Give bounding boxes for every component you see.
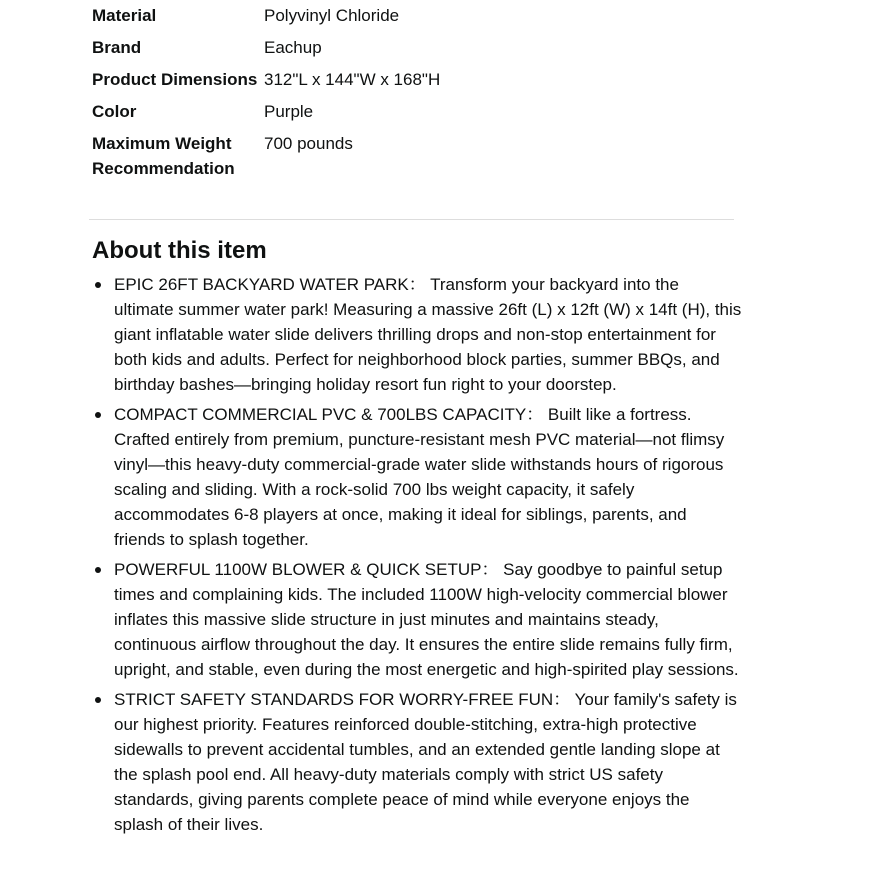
bullet-icon	[95, 282, 101, 288]
bullet-icon	[95, 697, 101, 703]
spec-label: Color	[92, 102, 137, 121]
spec-label: Material	[92, 6, 157, 25]
bullet-text: EPIC 26FT BACKYARD WATER PARK： Transform your backyard into the ultimate summer water park! Measuring a massive 26ft (L) x 12ft (W) x 14ft (H), this giant inflatable water slide delivers thrilling drops and non-stop entertainment for both kids and adults. Perfect for neighborhood block parties, summer BBQs, and birthday bashes—bringing holiday resort fun right to your doorstep.	[114, 275, 742, 394]
spec-value: Purple	[264, 102, 314, 121]
bullet-text: STRICT SAFETY STANDARDS FOR WORRY-FREE FUN： Your family's safety is our highest priority. Features reinforced double-stitching, extra-high protective sidewalls to prevent accidental tumbles, and an extended gentle landing slope at the splash pool end. All heavy-duty materials comply with strict US safety standards, giving parents complete peace of mind while everyone enjoys the splash of their lives.	[114, 690, 737, 834]
bullet-icon	[95, 567, 101, 573]
list-item	[92, 557, 742, 682]
about-this-item-heading: About this item	[92, 237, 267, 264]
spec-row-color	[92, 99, 734, 124]
spec-value: Polyvinyl Chloride	[264, 6, 400, 25]
spec-value: 312"L x 144"W x 168"H	[264, 70, 441, 89]
spec-row-max-weight	[92, 131, 734, 181]
spec-label: Brand	[92, 38, 142, 57]
bullet-text: POWERFUL 1100W BLOWER & QUICK SETUP： Say goodbye to painful setup times and complaining kids. The included 1100W high-velocity commercial blower inflates this massive slide structure in just minutes and maintains steady, continuous airflow throughout the day. It ensures the entire slide remains fully firm, upright, and stable, even during the most energetic and high-spirited play sessions.	[114, 560, 739, 679]
feature-bullet-list	[92, 272, 742, 842]
bullet-text: COMPACT COMMERCIAL PVC & 700LBS CAPACITY： Built like a fortress. Crafted entirely from premium, puncture-resistant mesh PVC material—not flimsy vinyl—this heavy-duty commercial-grade water slide withstands hours of rigorous scaling and sliding. With a rock-solid 700 lbs weight capacity, it safely accommodates 6-8 players at once, making it ideal for siblings, parents, and friends to splash together.	[114, 405, 725, 549]
spec-row-brand	[92, 35, 734, 60]
list-item	[92, 687, 742, 837]
spec-value: Eachup	[264, 38, 322, 57]
spec-value: 700 pounds	[264, 134, 353, 153]
spec-label: Maximum Weight Recommendation	[92, 134, 235, 178]
spec-row-dimensions	[92, 67, 734, 92]
spec-label: Product Dimensions	[92, 70, 258, 89]
list-item	[92, 402, 742, 552]
bullet-icon	[95, 412, 101, 418]
spec-row-material	[92, 3, 734, 28]
list-item	[92, 272, 742, 397]
product-specs-table	[92, 3, 734, 188]
section-divider	[89, 219, 734, 220]
